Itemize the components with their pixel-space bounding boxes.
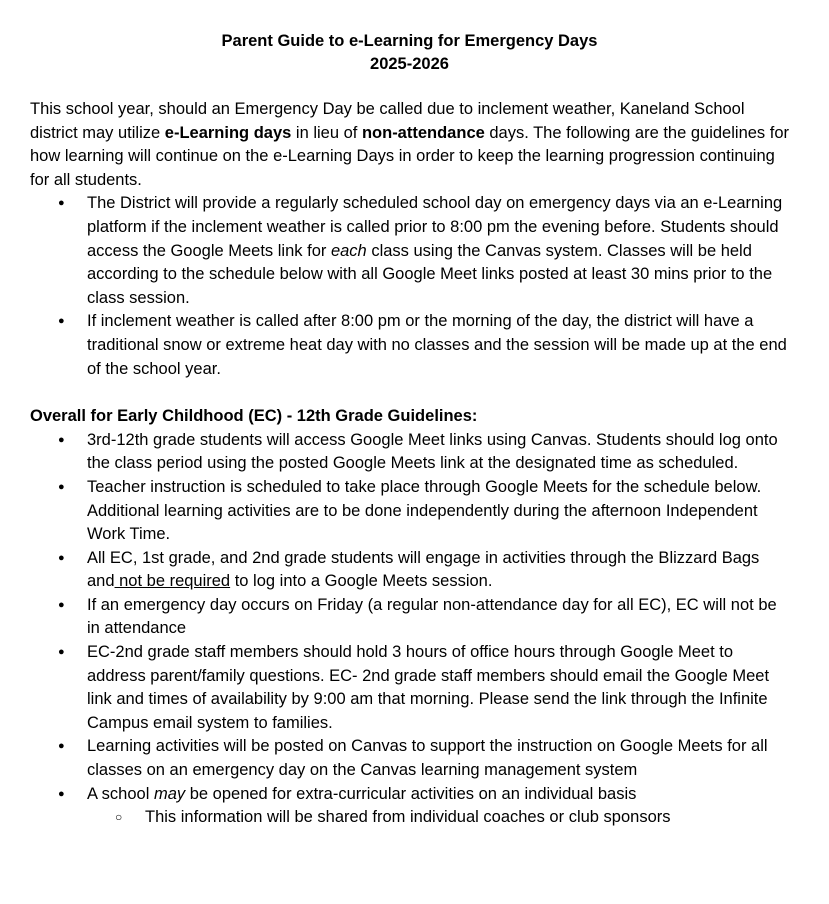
sub-list-item <box>87 806 789 830</box>
emergency-bullet-list <box>30 192 789 381</box>
intro-text-2: in lieu of <box>291 123 362 142</box>
bullet-text: All EC, 1st grade, and 2nd grade students will engage in activities through the Blizzard Bags and <box>87 548 760 591</box>
bullet-text: If an emergency day occurs on Friday (a regular non-attendance day for all EC), EC will not be in attendance <box>87 595 777 638</box>
list-item <box>30 476 789 547</box>
list-item <box>30 641 789 735</box>
list-item <box>30 192 789 310</box>
bullet-text: The District will provide a regularly scheduled school day on emergency days via an e-Learning platform if the inclement weather is called prior to 8:00 pm the evening before. Students should access the Google Meets link for <box>87 194 783 260</box>
list-item <box>30 594 789 641</box>
bullet-text: EC-2nd grade staff members should hold 3 hours of office hours through Google Meet to address parent/family questions. EC- 2nd grade staff members should email the Google Meet link and times of availability by 9:00 am that morning. Please send the link through the Infinite Campus email system to families. <box>87 643 770 732</box>
intro-bold-elearning: e-Learning days <box>164 123 292 142</box>
bullet-text: Teacher instruction is scheduled to take place through Google Meets for the schedule below. Additional learning activities are to be done independently during the afternoon Independent Work Time. <box>87 477 762 544</box>
sub-bullet-text: This information will be shared from individual coaches or club sponsors <box>145 808 671 827</box>
list-item <box>30 735 789 782</box>
bullet-text: 3rd-12th grade students will access Google Meet links using Canvas. Students should log onto the class period using the posted Google Meets link at the designated time as scheduled. <box>87 430 778 473</box>
bullet-text: A school <box>87 784 154 803</box>
title-line-2: 2025-2026 <box>370 55 449 73</box>
document-title <box>30 30 789 76</box>
list-item <box>30 429 789 476</box>
bullet-text: be opened for extra-curricular activities on an individual basis <box>185 784 637 803</box>
guidelines-bullet-list <box>30 429 789 830</box>
title-line-1: Parent Guide to e-Learning for Emergency Days <box>221 32 598 50</box>
section-heading: Overall for Early Childhood (EC) - 12th Grade Guidelines: <box>30 407 478 426</box>
bullet-italic-may: may <box>153 784 186 803</box>
sub-bullet-list <box>87 806 789 830</box>
bullet-italic-each: each <box>330 241 367 260</box>
bullet-text: to log into a Google Meets session. <box>230 572 493 591</box>
bullet-text: class using the Canvas system. Classes will be held according to the schedule below with all Google Meet links posted at least 30 mins prior to the class session. <box>87 241 773 307</box>
bullet-text: Learning activities will be posted on Canvas to support the instruction on Google Meets for all classes on an emergency day on the Canvas learning management system <box>87 737 768 780</box>
intro-bold-nonattendance: non-attendance <box>361 123 485 142</box>
bullet-text: If inclement weather is called after 8:00 pm or the morning of the day, the district will have a traditional snow or extreme heat day with no classes and the session will be made up at the end of the school year. <box>87 312 787 378</box>
bullet-underline-not-required: not be required <box>114 572 231 591</box>
intro-text-1: This school year, should an Emergency Day be called due to inclement weather, Kaneland School district may utilize <box>30 100 745 142</box>
list-item <box>30 310 789 381</box>
intro-text-3: days. The following are the guidelines for how learning will continue on the e-Learning Days in order to keep the learning progression continuing for all students. <box>30 123 790 189</box>
list-item <box>30 547 789 594</box>
intro-paragraph <box>30 98 789 192</box>
list-item <box>30 783 789 830</box>
